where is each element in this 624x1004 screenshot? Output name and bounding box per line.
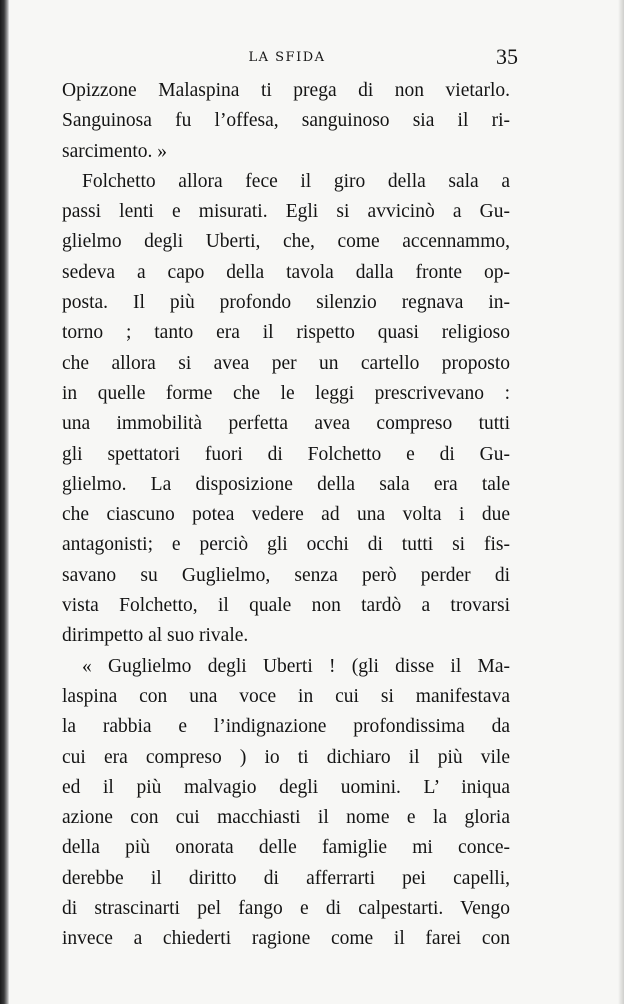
body-text xyxy=(62,76,510,955)
text-line: azione con cui macchiasti il nome e la gloria xyxy=(62,807,510,829)
book-spine-shadow xyxy=(0,0,9,1004)
text-line: passi lenti e misurati. Egli si avvicinò a Gu- xyxy=(62,201,510,223)
text-line: sedeva a capo della tavola dalla fronte op- xyxy=(62,261,510,283)
text-line: che allora si avea per un cartello proposto xyxy=(62,352,510,374)
text-line: gli spettatori fuori di Folchetto e di Gu- xyxy=(62,443,510,465)
text-line: posta. Il più profondo silenzio regnava in- xyxy=(62,292,510,314)
text-line: antagonisti; e perciò gli occhi di tutti si fis- xyxy=(62,534,510,556)
text-line: della più onorata delle famiglie mi conce- xyxy=(62,837,510,859)
text-line: savano su Guglielmo, senza però perder di xyxy=(62,564,510,586)
text-line: sarcimento. » xyxy=(62,140,168,162)
text-line: invece a chiederti ragione come il farei con xyxy=(62,928,510,950)
text-line: derebbe il diritto di afferrarti pei capelli, xyxy=(62,867,510,889)
text-line: Opizzone Malaspina ti prega di non vietarlo. xyxy=(62,80,510,101)
page-header xyxy=(62,44,518,74)
text-line: cui era compreso ) io ti dichiaro il più vile xyxy=(62,746,510,768)
running-title: LA SFIDA xyxy=(248,50,326,65)
text-line: che ciascuno potea vedere ad una volta i due xyxy=(62,504,510,526)
text-line: dirimpetto al suo rivale. xyxy=(62,625,249,647)
text-line: laspina con una voce in cui si manifestava xyxy=(62,685,510,707)
text-line: in quelle forme che le leggi prescrivevano : xyxy=(62,382,510,404)
text-line: di strascinarti pel fango e di calpestarti. Vengo xyxy=(62,898,510,920)
page-edge xyxy=(618,0,624,1004)
text-line: la rabbia e l’indignazione profondissima da xyxy=(62,716,510,738)
text-line: vista Folchetto, il quale non tardò a trovarsi xyxy=(62,595,510,617)
paragraph-start-line: Folchetto allora fece il giro della sala a xyxy=(82,170,510,192)
text-line: ed il più malvagio degli uomini. L’ iniqua xyxy=(62,776,510,798)
text-line: glielmo degli Uberti, che, come accennammo, xyxy=(62,231,510,253)
text-line: torno ; tanto era il rispetto quasi religioso xyxy=(62,322,510,344)
text-line: glielmo. La disposizione della sala era tale xyxy=(62,473,510,495)
text-line: una immobilità perfetta avea compreso tutti xyxy=(62,413,510,435)
text-line: Sanguinosa fu l’offesa, sanguinoso sia il ri- xyxy=(62,110,510,132)
paragraph-start-line: « Guglielmo degli Uberti ! (gli disse il Ma- xyxy=(82,655,510,677)
page-number: 35 xyxy=(496,44,518,69)
